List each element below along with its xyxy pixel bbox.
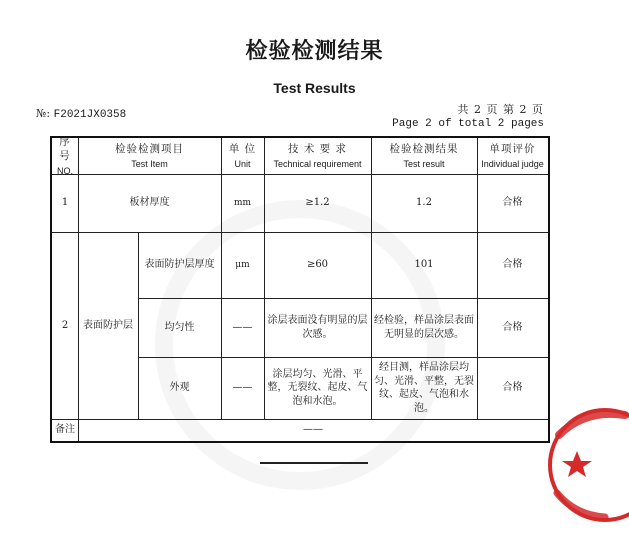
row1-result: 1.2	[416, 197, 432, 209]
header-cn: 单项评价	[489, 143, 536, 156]
row1-judge: 合格	[502, 197, 523, 209]
column-header-unit	[221, 138, 264, 174]
column-header-no	[52, 138, 78, 174]
row2a-result: 101	[414, 259, 434, 271]
page-subtitle: Test Results	[273, 80, 356, 96]
official-seal	[545, 405, 629, 525]
header-cn: 检验检测结果	[389, 143, 459, 156]
header-cn: 单 位	[228, 143, 257, 156]
header-en: Individual judge	[481, 158, 544, 169]
row1-requirement: ≥1.2	[305, 197, 330, 209]
row2c-requirement: 涂层均匀、光滑、平整，无裂纹、起皮、气泡和水泡。	[267, 368, 368, 407]
row2a-requirement: ≥60	[306, 259, 329, 271]
row2a-unit: μm	[235, 259, 250, 270]
seal-text-arc	[557, 493, 605, 517]
header-en: NO.	[56, 165, 73, 176]
column-header-requirement	[264, 138, 371, 174]
header-en: Unit	[234, 158, 251, 169]
row2c-result: 经目测，样品涂层均匀、光滑、平整，无裂纹、起皮、气泡和水泡。	[374, 362, 474, 414]
remarks-value: ——	[303, 424, 323, 436]
page-count-en: Page 2 of total 2 pages	[392, 118, 544, 130]
row2-group: 表面防护层	[83, 319, 133, 331]
row2c-judge: 合格	[502, 382, 523, 394]
seal-text-arc	[559, 414, 625, 435]
row2a-item: 表面防护层厚度	[144, 259, 215, 271]
column-header-judge	[477, 138, 548, 174]
row2b-result: 经检验，样品涂层表面无明显的层次感。	[374, 315, 474, 340]
row1-no: 1	[61, 197, 69, 209]
column-header-result	[371, 138, 477, 174]
report-number-label: №:	[36, 107, 51, 120]
results-table	[50, 136, 550, 443]
row2-no: 2	[61, 319, 69, 331]
header-en: Test result	[403, 158, 445, 169]
row2b-requirement: 涂层表面没有明显的层次感。	[267, 315, 368, 340]
header-cn: 技 术 要 求	[287, 143, 347, 156]
header-cn: 检验检测项目	[115, 143, 184, 156]
row2b-unit: ——	[232, 321, 253, 333]
row2a-judge: 合格	[502, 259, 523, 271]
star-icon	[562, 451, 592, 477]
row1-unit: mm	[233, 197, 252, 208]
remarks-label: 备注	[55, 424, 75, 436]
row2b-item: 均匀性	[164, 321, 195, 333]
row2b-judge: 合格	[502, 321, 523, 333]
seal-ring	[550, 410, 629, 520]
header-cn: 序号	[59, 136, 71, 163]
header-en: Technical requirement	[273, 158, 362, 169]
row2c-unit: ——	[232, 382, 253, 394]
column-header-test-item	[78, 138, 221, 174]
row1-item: 板材厚度	[129, 197, 170, 209]
end-rule	[260, 462, 368, 464]
page-title: 检验检测结果	[245, 38, 384, 64]
header-en: Test Item	[131, 158, 168, 169]
row2c-item: 外观	[169, 382, 190, 394]
report-number	[36, 107, 126, 121]
page-count-cn: 共 2 页 第 2 页	[457, 103, 544, 116]
report-number-value: F2021JX0358	[53, 109, 127, 121]
